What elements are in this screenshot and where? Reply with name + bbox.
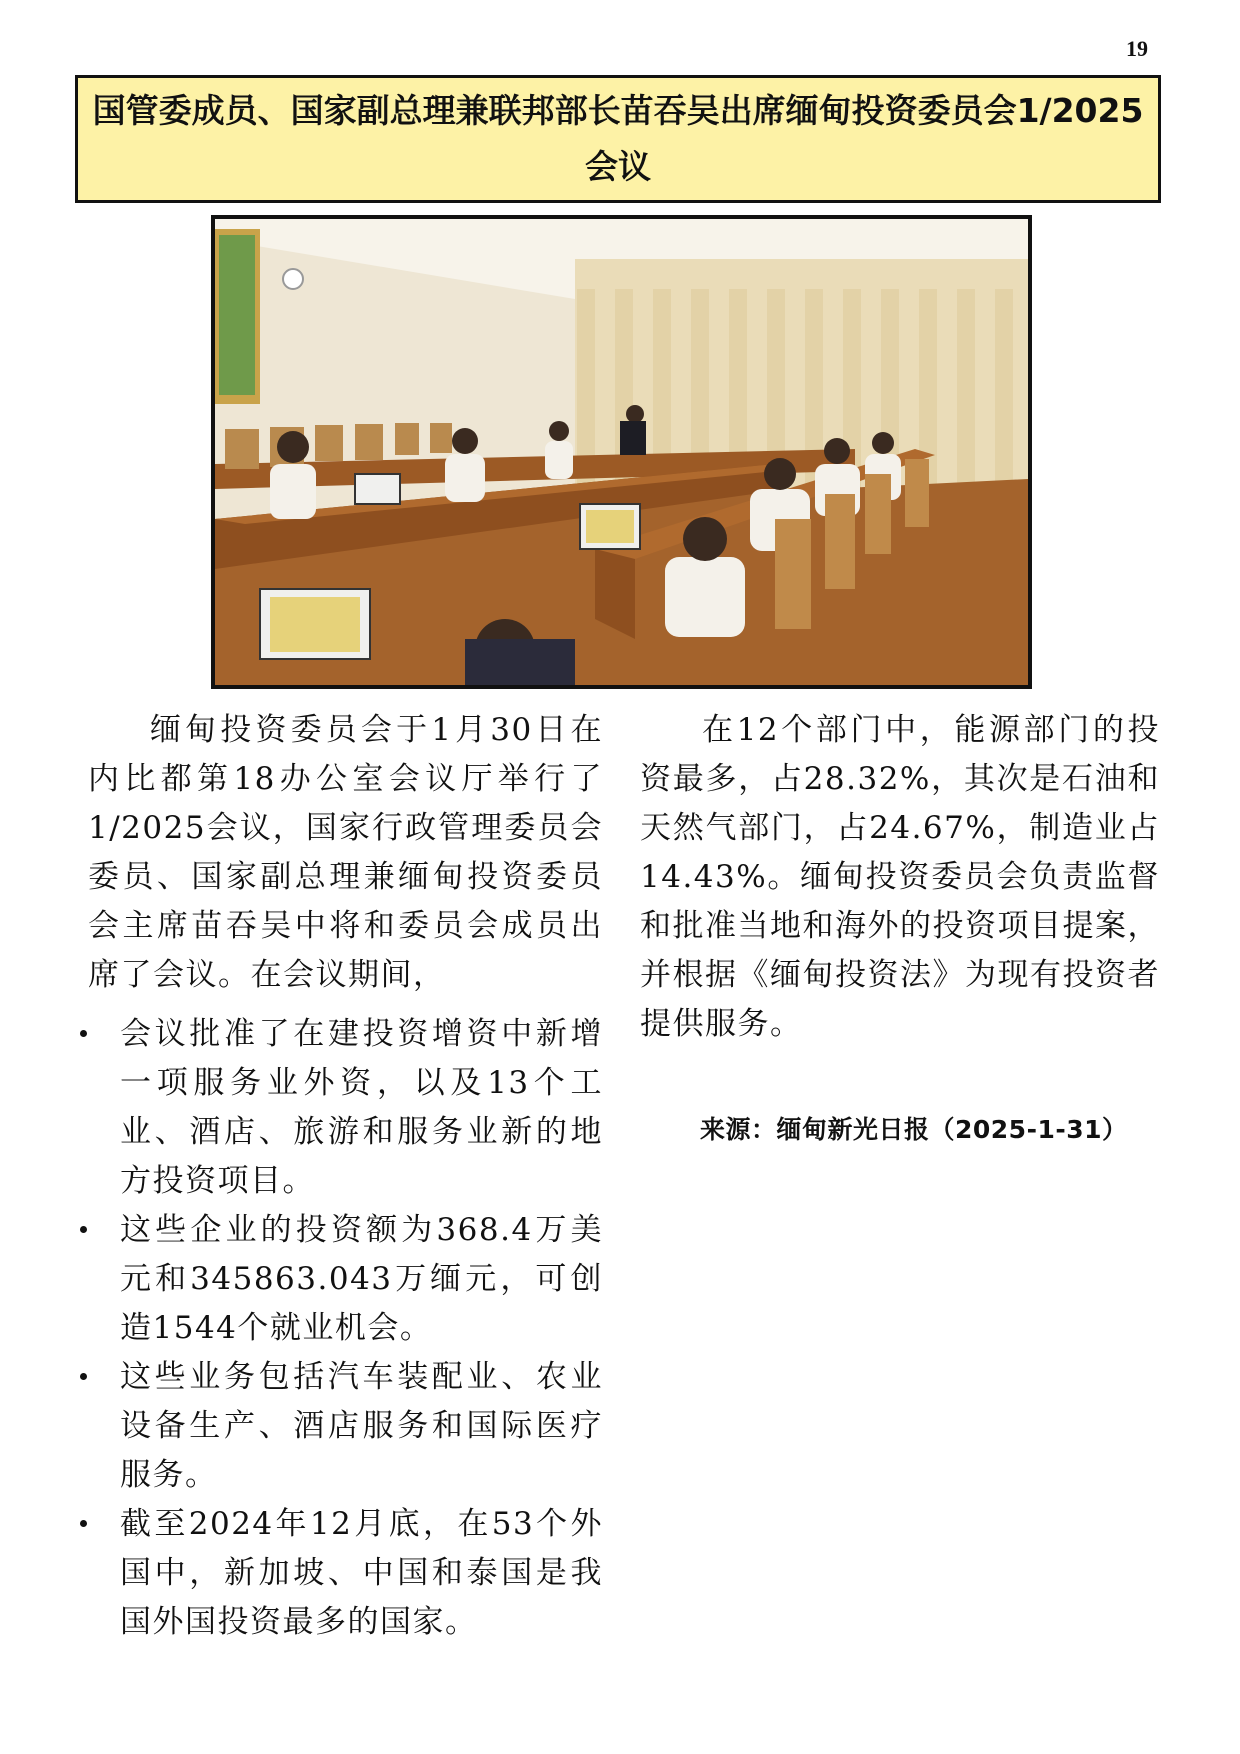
article-title: 国管委成员、国家副总理兼联邦部长苗吞吴出席缅甸投资委员会1/2025会议 — [92, 91, 1144, 186]
list-item-text: 这些业务包括汽车装配业、农业设备生产、酒店服务和国际医疗服务。 — [120, 1359, 603, 1493]
intro-paragraph: 缅甸投资委员会于1月30日在内比都第18办公室会议厅举行了1/2025会议，国家行政管理委员会委员、国家副总理兼缅甸投资委员会主席苗吞吴中将和委员会成员出席了会议。在会议期间， — [88, 712, 603, 993]
bullet-icon — [80, 1373, 87, 1380]
meeting-photo-illustration — [215, 219, 1028, 685]
list-item — [88, 1010, 603, 1206]
bullet-icon — [80, 1226, 87, 1233]
list-item-text: 截至2024年12月底，在53个外国中，新加坡、中国和泰国是我国外国投资最多的国家。 — [120, 1506, 603, 1640]
bullet-icon — [80, 1030, 87, 1037]
meeting-photo — [211, 215, 1032, 689]
sector-paragraph: 在12个部门中，能源部门的投资最多，占28.32%，其次是石油和天然气部门，占24.67%，制造业占14.43%。缅甸投资委员会负责监督和批准当地和海外的投资项目提案，并根据《缅甸投资法》为现有投资者提供服务。 — [640, 712, 1160, 1042]
page-number: 19 — [1126, 36, 1148, 61]
right-column — [640, 706, 1160, 1049]
list-item — [88, 1500, 603, 1647]
bullet-list — [88, 1010, 603, 1647]
title-box — [75, 75, 1161, 203]
list-item — [88, 1206, 603, 1353]
left-column — [88, 706, 603, 1647]
bullet-icon — [80, 1520, 87, 1527]
list-item-text: 这些企业的投资额为368.4万美元和345863.043万缅元，可创造1544个就业机会。 — [120, 1212, 603, 1346]
list-item — [88, 1353, 603, 1500]
source-line: 来源：缅甸新光日报（2025-1-31） — [700, 1115, 1128, 1144]
list-item-text: 会议批准了在建投资增资中新增一项服务业外资，以及13个工业、酒店、旅游和服务业新的地方投资项目。 — [120, 1016, 603, 1199]
